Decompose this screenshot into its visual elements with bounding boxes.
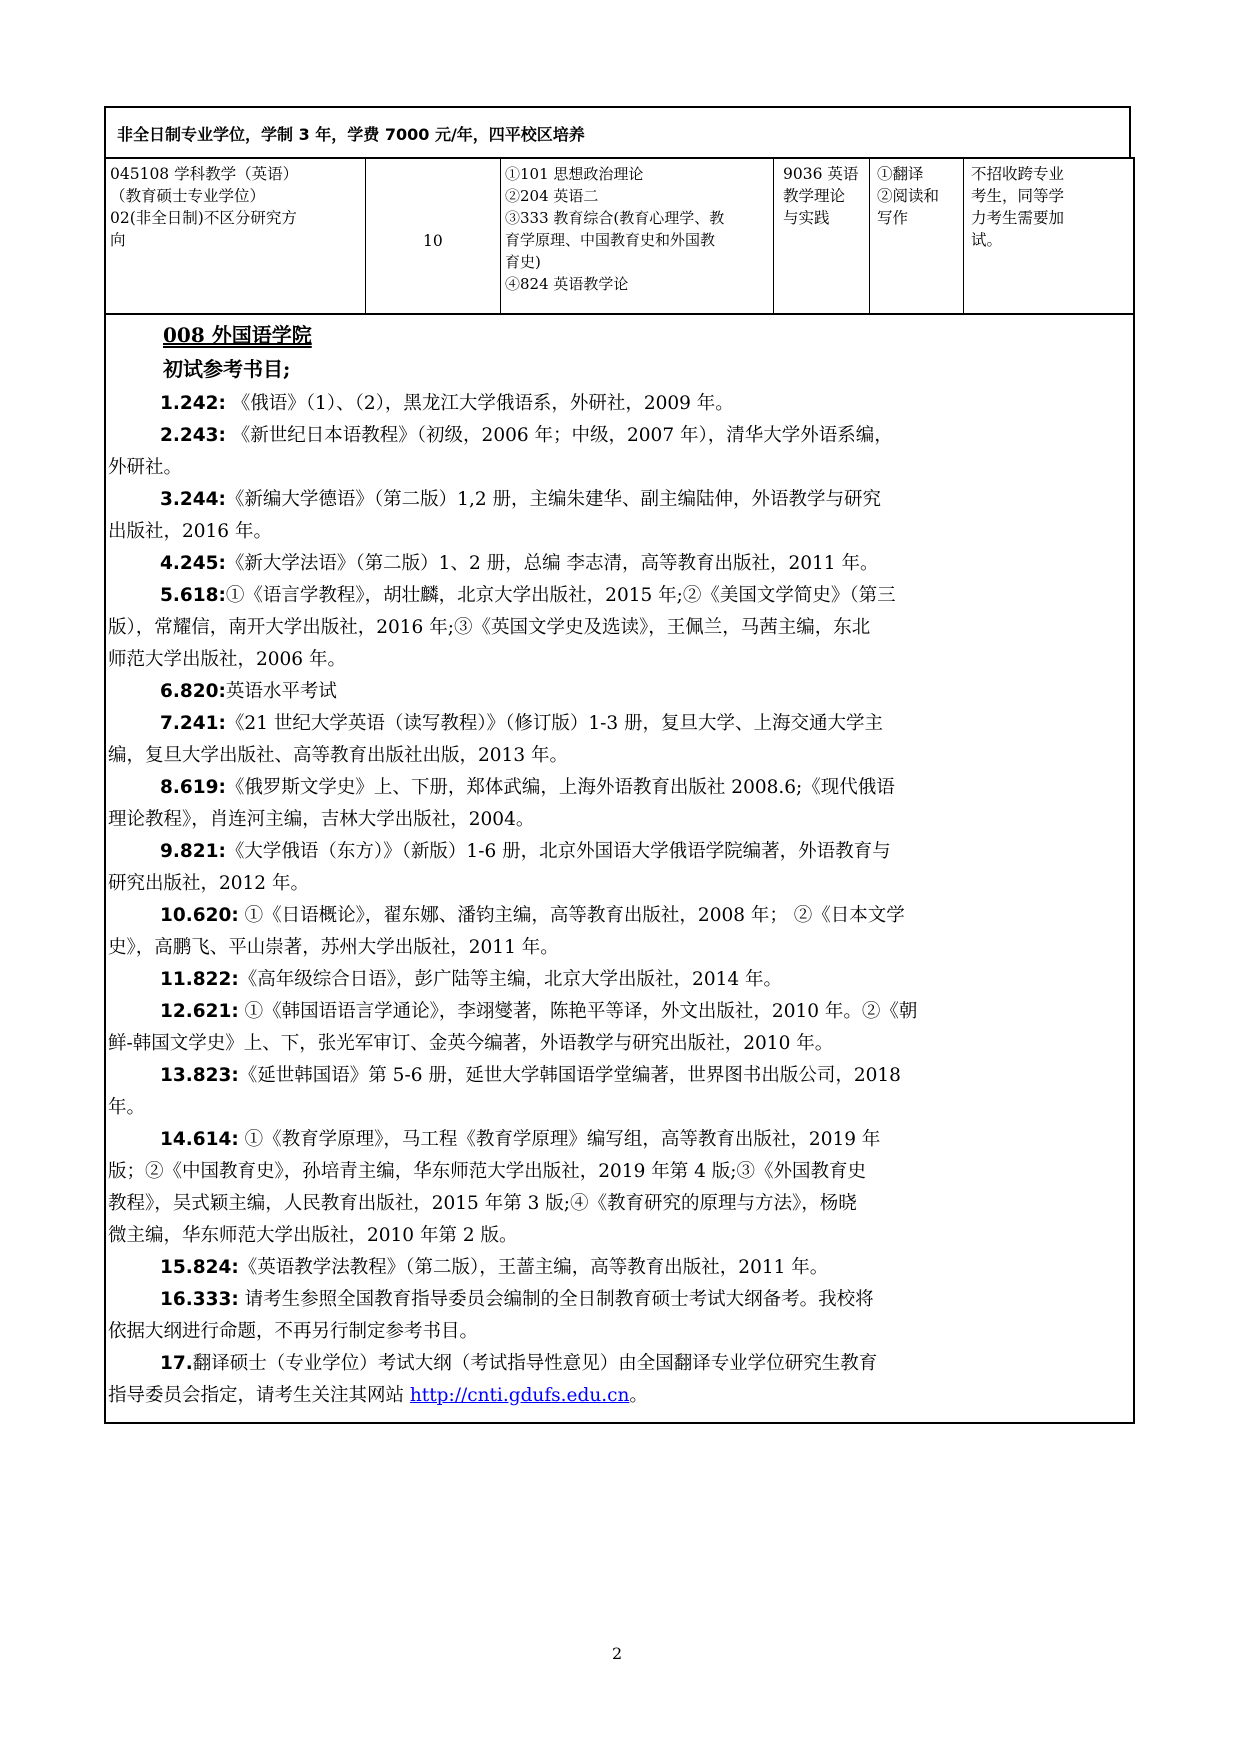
column-divider bbox=[500, 157, 501, 315]
reference-item-text: ①《韩国语语言学通论》，李翊燮著，陈艳平等译，外文出版社，2010 年。②《朝 bbox=[238, 1001, 918, 1022]
program-line: （教育硕士专业学位） bbox=[110, 187, 266, 205]
reference-item-continuation bbox=[108, 1188, 1128, 1220]
reference-item bbox=[108, 420, 1128, 452]
reference-item-text: 编，复旦大学出版社、高等教育出版社出版，2013 年。 bbox=[108, 745, 568, 766]
reference-item-text: 《英语教学法教程》（第二版），王蔷主编，高等教育出版社，2011 年。 bbox=[238, 1257, 829, 1278]
reference-item-text: 微主编，华东师范大学出版社，2010 年第 2 版。 bbox=[108, 1225, 518, 1246]
reference-item-text: 外研社。 bbox=[108, 457, 183, 478]
reference-item-text: 教程》，吴式颖主编，人民教育出版社，2015 年第 3 版;④《教育研究的原理与方法》，杨晓 bbox=[108, 1193, 857, 1214]
notes-line: 力考生需要加 bbox=[971, 209, 1065, 227]
program-cell bbox=[110, 163, 298, 251]
reference-item-text: 年。 bbox=[108, 1097, 146, 1118]
reference-item bbox=[108, 676, 1128, 708]
reference-item-number: 8.619: bbox=[160, 777, 226, 798]
extra-test-line: ②阅读和 bbox=[877, 187, 940, 205]
reference-item bbox=[108, 772, 1128, 804]
reference-item-text: ①《日语概论》，翟东娜、潘钧主编，高等教育出版社，2008 年； ②《日本文学 bbox=[238, 905, 905, 926]
exam-subject-line: ④824 英语教学论 bbox=[505, 275, 629, 293]
reference-item bbox=[108, 548, 1128, 580]
column-divider bbox=[963, 157, 964, 315]
reference-item-text: 《新大学法语》（第二版）1、2 册，总编 李志清，高等教育出版社，2011 年。 bbox=[225, 553, 879, 574]
reference-item-continuation bbox=[108, 1380, 1128, 1412]
column-divider bbox=[773, 157, 774, 315]
notes-line: 不招收跨专业 bbox=[971, 165, 1065, 183]
reference-item-continuation bbox=[108, 932, 1128, 964]
reference-item-text: 《高年级综合日语》，彭广陆等主编，北京大学出版社，2014 年。 bbox=[238, 969, 783, 990]
reference-item-continuation bbox=[108, 516, 1128, 548]
reference-item-continuation bbox=[108, 612, 1128, 644]
reference-item-continuation bbox=[108, 1092, 1128, 1124]
notes-line: 考生，同等学 bbox=[971, 187, 1065, 205]
reference-item-text: 《新编大学德语》（第二版）1,2 册，主编朱建华、副主编陆伸，外语教学与研究 bbox=[225, 489, 881, 510]
reference-item-number: 16.333: bbox=[160, 1289, 239, 1310]
reference-item-number: 9.821: bbox=[160, 841, 226, 862]
reference-item-text: 《俄语》（1）、（2），黑龙江大学俄语系，外研社，2009 年。 bbox=[225, 393, 734, 414]
reference-item bbox=[108, 836, 1128, 868]
reference-item-text: 英语水平考试 bbox=[225, 681, 337, 702]
reference-item-text: 版；②《中国教育史》，孙培青主编，华东师范大学出版社，2019 年第 4 版;③《外国教育史 bbox=[108, 1161, 866, 1182]
reference-item-text: 鲜-韩国文学史》上、下，张光军审订、金英今编著，外语教学与研究出版社，2010 年。 bbox=[108, 1033, 834, 1054]
reference-item-number: 1.242: bbox=[160, 393, 226, 414]
reference-item bbox=[108, 900, 1128, 932]
reference-item bbox=[108, 580, 1128, 612]
reference-item-number: 3.244: bbox=[160, 489, 226, 510]
quota-cell: 10 bbox=[423, 232, 443, 250]
reference-item-continuation bbox=[108, 1156, 1128, 1188]
page-number: 2 bbox=[612, 1644, 623, 1663]
exam-subject-line: 育史) bbox=[505, 253, 541, 271]
reference-item-continuation bbox=[108, 804, 1128, 836]
reference-item bbox=[108, 964, 1128, 996]
reference-item-text: 师范大学出版社，2006 年。 bbox=[108, 649, 346, 670]
reference-item-text: ①《语言学教程》，胡壮麟，北京大学出版社，2015 年;②《美国文学简史》（第三 bbox=[225, 585, 896, 606]
retest-line: 9036 英语 bbox=[783, 165, 859, 183]
department-heading: 008 外国语学院 bbox=[163, 323, 312, 347]
reference-item-text: 史》，高鹏飞、平山崇著，苏州大学出版社，2011 年。 bbox=[108, 937, 559, 958]
notes-cell bbox=[971, 163, 1064, 251]
program-type-heading: 非全日制专业学位，学制 3 年，学费 7000 元/年，四平校区培养 bbox=[117, 125, 585, 144]
reference-item bbox=[108, 1060, 1128, 1092]
reference-item-number: 4.245: bbox=[160, 553, 226, 574]
reference-item-number: 13.823: bbox=[160, 1065, 239, 1086]
reference-item-text: 版），常耀信，南开大学出版社，2016 年;③《英国文学史及选读》，王佩兰，马茜主编，东北 bbox=[108, 617, 871, 638]
reference-item bbox=[108, 1124, 1128, 1156]
column-divider bbox=[365, 157, 366, 315]
reference-books-list bbox=[108, 388, 1128, 1412]
extra-test-cell bbox=[877, 163, 939, 229]
website-prefix-text: 指导委员会指定，请考生关注其网站 bbox=[108, 1385, 410, 1406]
reference-item-continuation bbox=[108, 1028, 1128, 1060]
reference-item-text: 《21 世纪大学英语（读写教程）》（修订版）1-3 册，复旦大学、上海交通大学主 bbox=[225, 713, 884, 734]
reference-item-text: ①《教育学原理》，马工程《教育学原理》编写组，高等教育出版社，2019 年 bbox=[238, 1129, 881, 1150]
retest-subject-cell bbox=[783, 163, 858, 229]
website-suffix-text: 。 bbox=[629, 1385, 648, 1406]
exam-subjects-cell bbox=[505, 163, 724, 295]
reference-item-number: 17. bbox=[160, 1353, 193, 1374]
reference-item-continuation bbox=[108, 1316, 1128, 1348]
reference-item-text: 《俄罗斯文学史》上、下册，郑体武编，上海外语教育出版社 2008.6;《现代俄语 bbox=[225, 777, 895, 798]
reference-item-continuation bbox=[108, 1220, 1128, 1252]
reference-item-number: 7.241: bbox=[160, 713, 226, 734]
retest-line: 教学理论 bbox=[783, 187, 846, 205]
reference-item-number: 14.614: bbox=[160, 1129, 239, 1150]
reference-item bbox=[108, 388, 1128, 420]
reference-item-text: 《新世纪日本语教程》（初级，2006 年；中级，2007 年），清华大学外语系编， bbox=[225, 425, 893, 446]
program-line: 045108 学科教学（英语） bbox=[110, 165, 299, 183]
extra-test-line: 写作 bbox=[877, 209, 909, 227]
reference-item-continuation bbox=[108, 452, 1128, 484]
reference-item-number: 6.820: bbox=[160, 681, 226, 702]
reference-item-text: 出版社，2016 年。 bbox=[108, 521, 272, 542]
reference-item-text: 研究出版社，2012 年。 bbox=[108, 873, 309, 894]
retest-line: 与实践 bbox=[783, 209, 830, 227]
reference-item-number: 12.621: bbox=[160, 1001, 239, 1022]
reference-item-number: 2.243: bbox=[160, 425, 226, 446]
exam-subject-line: ①101 思想政治理论 bbox=[505, 165, 644, 183]
reference-books-subheading: 初试参考书目; bbox=[163, 357, 291, 381]
reference-item-text: 翻译硕士（专业学位）考试大纲（考试指导性意见）由全国翻译专业学位研究生教育 bbox=[192, 1353, 878, 1374]
reference-item-continuation bbox=[108, 644, 1128, 676]
extra-test-line: ①翻译 bbox=[877, 165, 924, 183]
exam-subject-line: ②204 英语二 bbox=[505, 187, 599, 205]
notes-line: 试。 bbox=[971, 231, 1003, 249]
reference-item bbox=[108, 1284, 1128, 1316]
reference-item bbox=[108, 996, 1128, 1028]
reference-item-text: 《延世韩国语》第 5-6 册，延世大学韩国语学堂编著，世界图书出版公司，2018 bbox=[238, 1065, 901, 1086]
reference-item-continuation bbox=[108, 868, 1128, 900]
reference-item bbox=[108, 1252, 1128, 1284]
website-link[interactable]: http://cnti.gdufs.edu.cn bbox=[409, 1385, 630, 1406]
reference-item-number: 11.822: bbox=[160, 969, 239, 990]
column-divider bbox=[869, 157, 870, 315]
exam-subject-line: ③333 教育综合(教育心理学、教 bbox=[505, 209, 725, 227]
reference-item bbox=[108, 1348, 1128, 1380]
reference-item bbox=[108, 708, 1128, 740]
reference-item bbox=[108, 484, 1128, 516]
reference-item-continuation bbox=[108, 740, 1128, 772]
exam-subject-line: 育学原理、中国教育史和外国教 bbox=[505, 231, 716, 249]
reference-item-number: 15.824: bbox=[160, 1257, 239, 1278]
reference-item-text: 理论教程》，肖连河主编，吉林大学出版社，2004。 bbox=[108, 809, 535, 830]
reference-item-number: 5.618: bbox=[160, 585, 226, 606]
program-line: 向 bbox=[110, 231, 126, 249]
reference-item-text: 依据大纲进行命题，不再另行制定参考书目。 bbox=[108, 1321, 479, 1342]
reference-item-text: 《大学俄语（东方）》（新版）1-6 册，北京外国语大学俄语学院编著，外语教育与 bbox=[225, 841, 891, 862]
program-line: 02(非全日制)不区分研究方 bbox=[110, 209, 297, 227]
reference-item-number: 10.620: bbox=[160, 905, 239, 926]
reference-item-text: 请考生参照全国教育指导委员会编制的全日制教育硕士考试大纲备考。我校将 bbox=[238, 1289, 874, 1310]
